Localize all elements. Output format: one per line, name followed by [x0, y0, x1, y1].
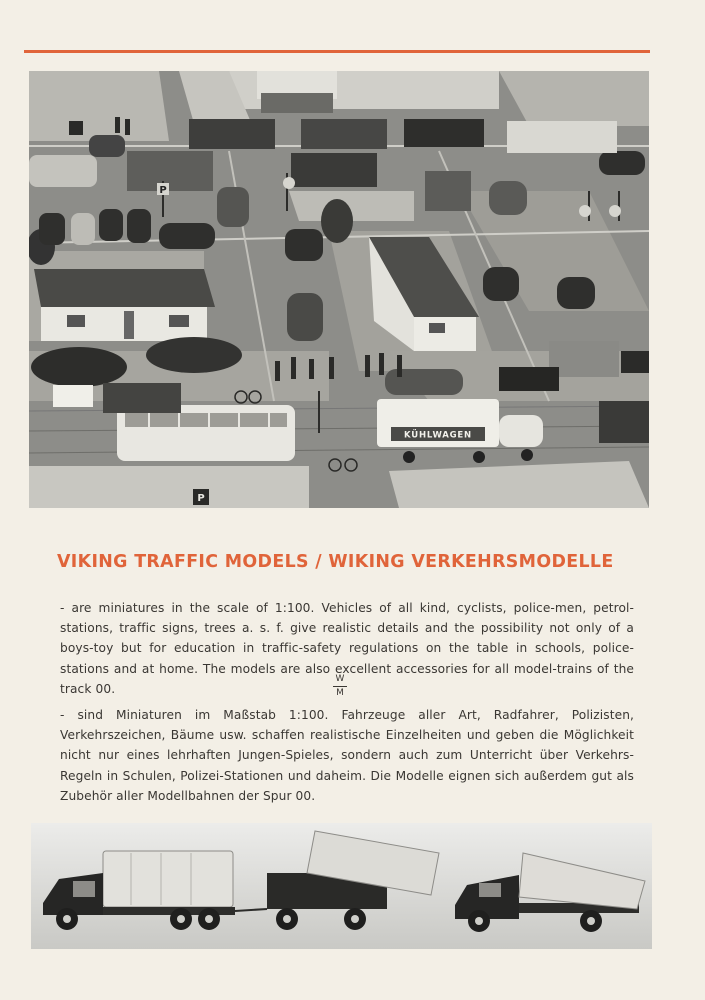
paragraph-english: - are miniatures in the scale of 1:100. Vehicles of all kind, cyclists, police-men, petrol-stations, traffic signs, trees a. s. f. give realistic details and the possibility not only of a boys-toy but for education in traffic-safety regulations on the table in schools, police-stations and at home. The models are also excellent accessories for all model-trains of the track 00.	[60, 601, 634, 696]
parking-sign: P	[159, 185, 167, 196]
tram-icon	[117, 405, 295, 461]
wiking-logo	[330, 674, 350, 699]
truck-sign-text: KÜHLWAGEN	[404, 430, 472, 441]
trucks-photo	[31, 823, 652, 949]
traffic-scene-illustration	[29, 71, 649, 508]
paragraph-german: - sind Miniaturen im Maßstab 1:100. Fahrzeuge aller Art, Radfahrer, Polizisten, Verkehrszeichen, Bäume usw. schaffen realistische Einzelheiten und geben die Möglichkeit nicht nur eines lehrhaften Jungen-Spieles, sondern auch zum Unterricht über Verkehrs-Regeln in Schulen, Polizei-Stationen und daheim. Die Modelle eignen sich außerdem gut als Zubehör aller Modellbahnen der Spur 00.	[60, 708, 634, 803]
page-heading: VIKING TRAFFIC MODELS / WIKING VERKEHRSMODELLE	[57, 552, 614, 572]
top-rule	[24, 50, 650, 53]
traffic-scene-photo	[29, 71, 649, 508]
parking-sign-bottom: P	[197, 493, 205, 504]
trucks-illustration	[31, 823, 652, 949]
house-icon	[34, 269, 215, 341]
logo-top-letter: W	[335, 674, 345, 684]
logo-bottom-letter: M	[336, 688, 344, 698]
